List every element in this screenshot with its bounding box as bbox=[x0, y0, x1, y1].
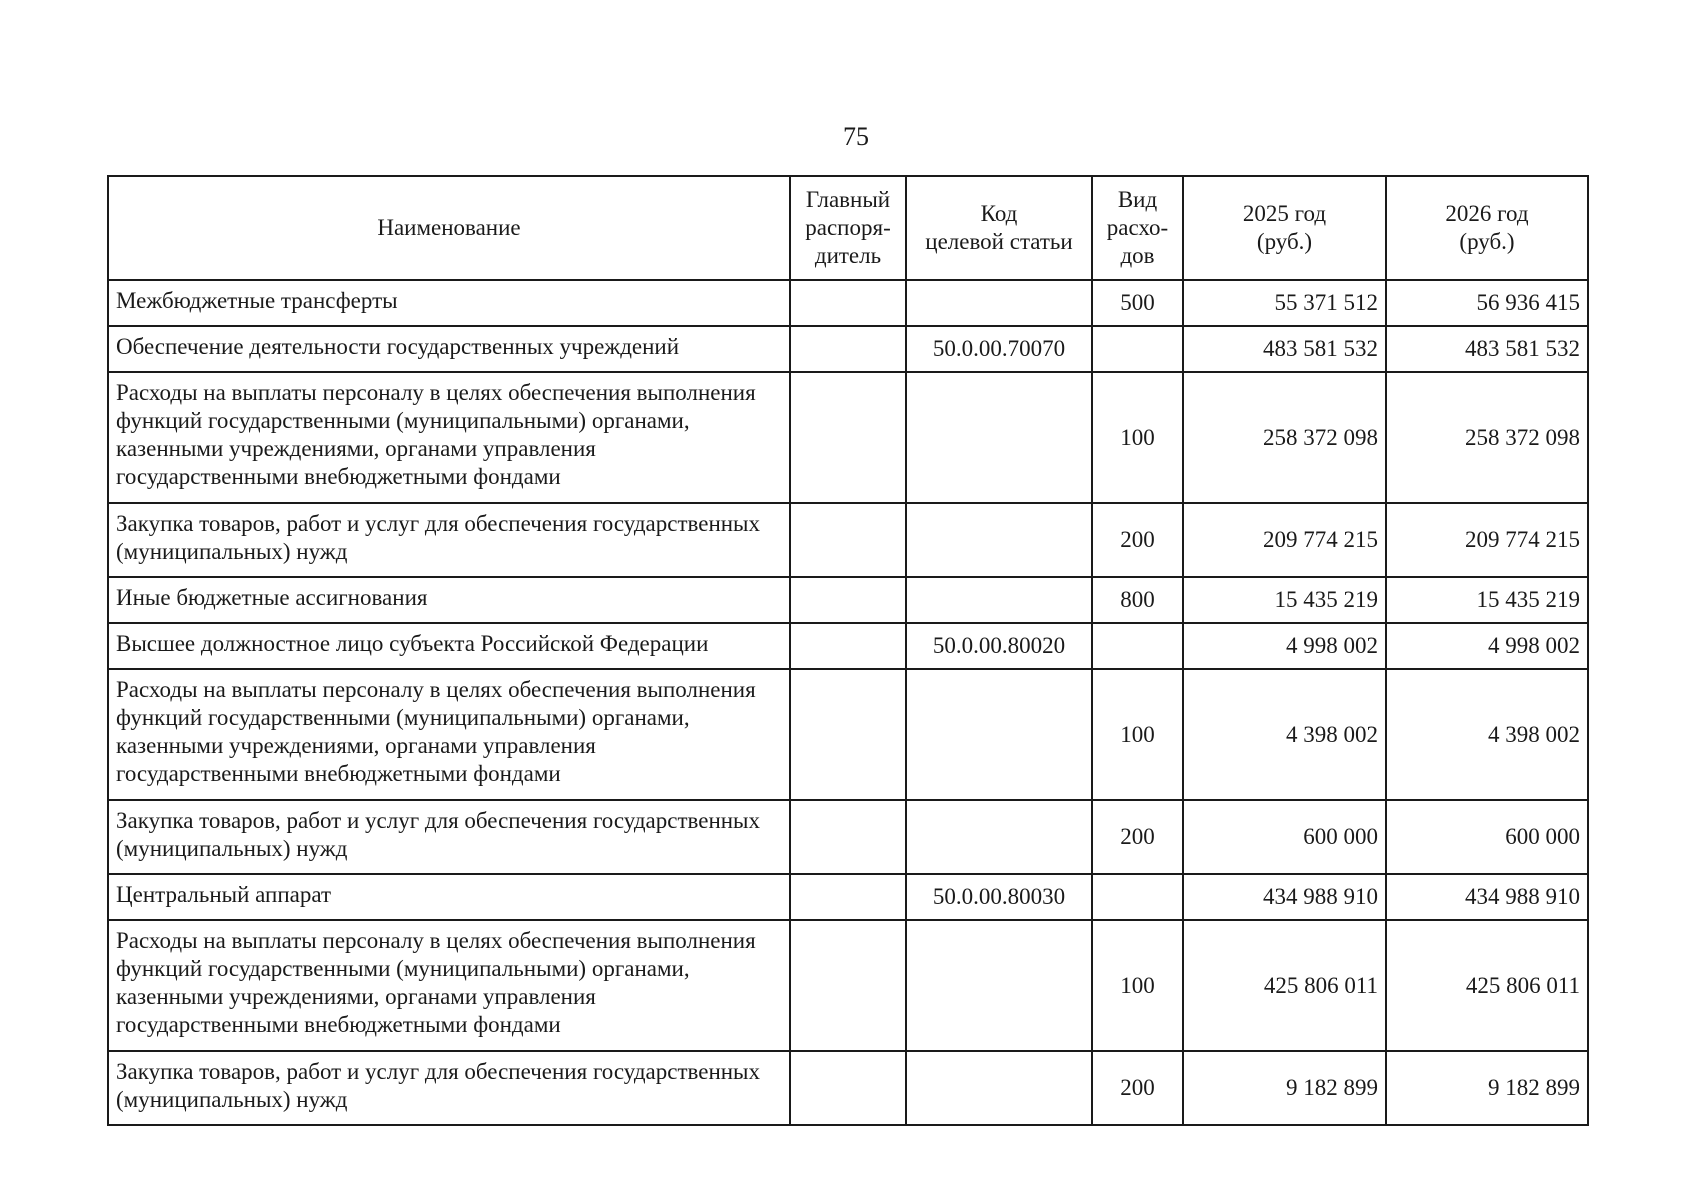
cell-name: Расходы на выплаты персоналу в целях обеспечения выполнения функций государственными (муниципальными) органами, казенными учреждениями, органами управления государственными внебюджетными фондами bbox=[108, 372, 790, 503]
cell-name: Высшее должностное лицо субъекта Российской Федерации bbox=[108, 623, 790, 669]
cell-name: Обеспечение деятельности государственных учреждений bbox=[108, 326, 790, 372]
cell-2025: 15 435 219 bbox=[1183, 577, 1386, 623]
table-row bbox=[108, 280, 1588, 326]
cell-manager bbox=[790, 874, 906, 920]
cell-name: Центральный аппарат bbox=[108, 874, 790, 920]
cell-name: Иные бюджетные ассигнования bbox=[108, 577, 790, 623]
cell-kind: 200 bbox=[1092, 800, 1183, 874]
cell-kind: 200 bbox=[1092, 503, 1183, 577]
cell-kind: 100 bbox=[1092, 920, 1183, 1051]
cell-code: 50.0.00.70070 bbox=[906, 326, 1092, 372]
cell-kind bbox=[1092, 326, 1183, 372]
cell-kind: 100 bbox=[1092, 669, 1183, 800]
header-2025: 2025 год (руб.) bbox=[1183, 176, 1386, 280]
cell-2026: 258 372 098 bbox=[1386, 372, 1588, 503]
cell-manager bbox=[790, 623, 906, 669]
table-row bbox=[108, 1051, 1588, 1125]
table-header-row bbox=[108, 176, 1588, 280]
cell-2025: 434 988 910 bbox=[1183, 874, 1386, 920]
cell-2026: 4 998 002 bbox=[1386, 623, 1588, 669]
cell-name: Расходы на выплаты персоналу в целях обеспечения выполнения функций государственными (муниципальными) органами, казенными учреждениями, органами управления государственными внебюджетными фондами bbox=[108, 669, 790, 800]
cell-code bbox=[906, 577, 1092, 623]
page-number: 75 bbox=[843, 122, 869, 151]
cell-2026: 425 806 011 bbox=[1386, 920, 1588, 1051]
table-row bbox=[108, 800, 1588, 874]
cell-manager bbox=[790, 920, 906, 1051]
cell-manager bbox=[790, 326, 906, 372]
cell-2025: 4 398 002 bbox=[1183, 669, 1386, 800]
table-row bbox=[108, 920, 1588, 1051]
cell-name: Закупка товаров, работ и услуг для обеспечения государственных (муниципальных) нужд bbox=[108, 1051, 790, 1125]
cell-code bbox=[906, 1051, 1092, 1125]
cell-manager bbox=[790, 669, 906, 800]
cell-kind: 500 bbox=[1092, 280, 1183, 326]
cell-manager bbox=[790, 1051, 906, 1125]
cell-2025: 258 372 098 bbox=[1183, 372, 1386, 503]
table-row bbox=[108, 623, 1588, 669]
cell-2025: 425 806 011 bbox=[1183, 920, 1386, 1051]
budget-table bbox=[107, 175, 1589, 1126]
cell-code bbox=[906, 800, 1092, 874]
header-2026: 2026 год (руб.) bbox=[1386, 176, 1588, 280]
cell-code bbox=[906, 669, 1092, 800]
header-manager: Главный распоря- дитель bbox=[790, 176, 906, 280]
cell-2025: 600 000 bbox=[1183, 800, 1386, 874]
cell-kind: 800 bbox=[1092, 577, 1183, 623]
cell-2026: 15 435 219 bbox=[1386, 577, 1588, 623]
cell-2026: 9 182 899 bbox=[1386, 1051, 1588, 1125]
cell-name: Закупка товаров, работ и услуг для обеспечения государственных (муниципальных) нужд bbox=[108, 503, 790, 577]
cell-2026: 209 774 215 bbox=[1386, 503, 1588, 577]
table-row bbox=[108, 669, 1588, 800]
cell-manager bbox=[790, 372, 906, 503]
cell-code: 50.0.00.80020 bbox=[906, 623, 1092, 669]
cell-code bbox=[906, 372, 1092, 503]
header-code: Код целевой статьи bbox=[906, 176, 1092, 280]
cell-2026: 434 988 910 bbox=[1386, 874, 1588, 920]
cell-name: Расходы на выплаты персоналу в целях обеспечения выполнения функций государственными (муниципальными) органами, казенными учреждениями, органами управления государственными внебюджетными фондами bbox=[108, 920, 790, 1051]
cell-2025: 483 581 532 bbox=[1183, 326, 1386, 372]
cell-2025: 4 998 002 bbox=[1183, 623, 1386, 669]
cell-manager bbox=[790, 800, 906, 874]
cell-manager bbox=[790, 503, 906, 577]
cell-manager bbox=[790, 280, 906, 326]
cell-kind: 200 bbox=[1092, 1051, 1183, 1125]
cell-2026: 4 398 002 bbox=[1386, 669, 1588, 800]
cell-code: 50.0.00.80030 bbox=[906, 874, 1092, 920]
cell-2025: 209 774 215 bbox=[1183, 503, 1386, 577]
table-row bbox=[108, 326, 1588, 372]
table-row bbox=[108, 372, 1588, 503]
cell-2026: 600 000 bbox=[1386, 800, 1588, 874]
cell-kind bbox=[1092, 874, 1183, 920]
cell-2025: 9 182 899 bbox=[1183, 1051, 1386, 1125]
header-kind: Вид расхо- дов bbox=[1092, 176, 1183, 280]
cell-code bbox=[906, 280, 1092, 326]
cell-code bbox=[906, 920, 1092, 1051]
cell-2026: 483 581 532 bbox=[1386, 326, 1588, 372]
cell-2026: 56 936 415 bbox=[1386, 280, 1588, 326]
cell-kind: 100 bbox=[1092, 372, 1183, 503]
table-row bbox=[108, 874, 1588, 920]
table-row bbox=[108, 503, 1588, 577]
cell-name: Закупка товаров, работ и услуг для обеспечения государственных (муниципальных) нужд bbox=[108, 800, 790, 874]
table-row bbox=[108, 577, 1588, 623]
cell-2025: 55 371 512 bbox=[1183, 280, 1386, 326]
cell-code bbox=[906, 503, 1092, 577]
cell-kind bbox=[1092, 623, 1183, 669]
header-name: Наименование bbox=[108, 176, 790, 280]
cell-manager bbox=[790, 577, 906, 623]
cell-name: Межбюджетные трансферты bbox=[108, 280, 790, 326]
